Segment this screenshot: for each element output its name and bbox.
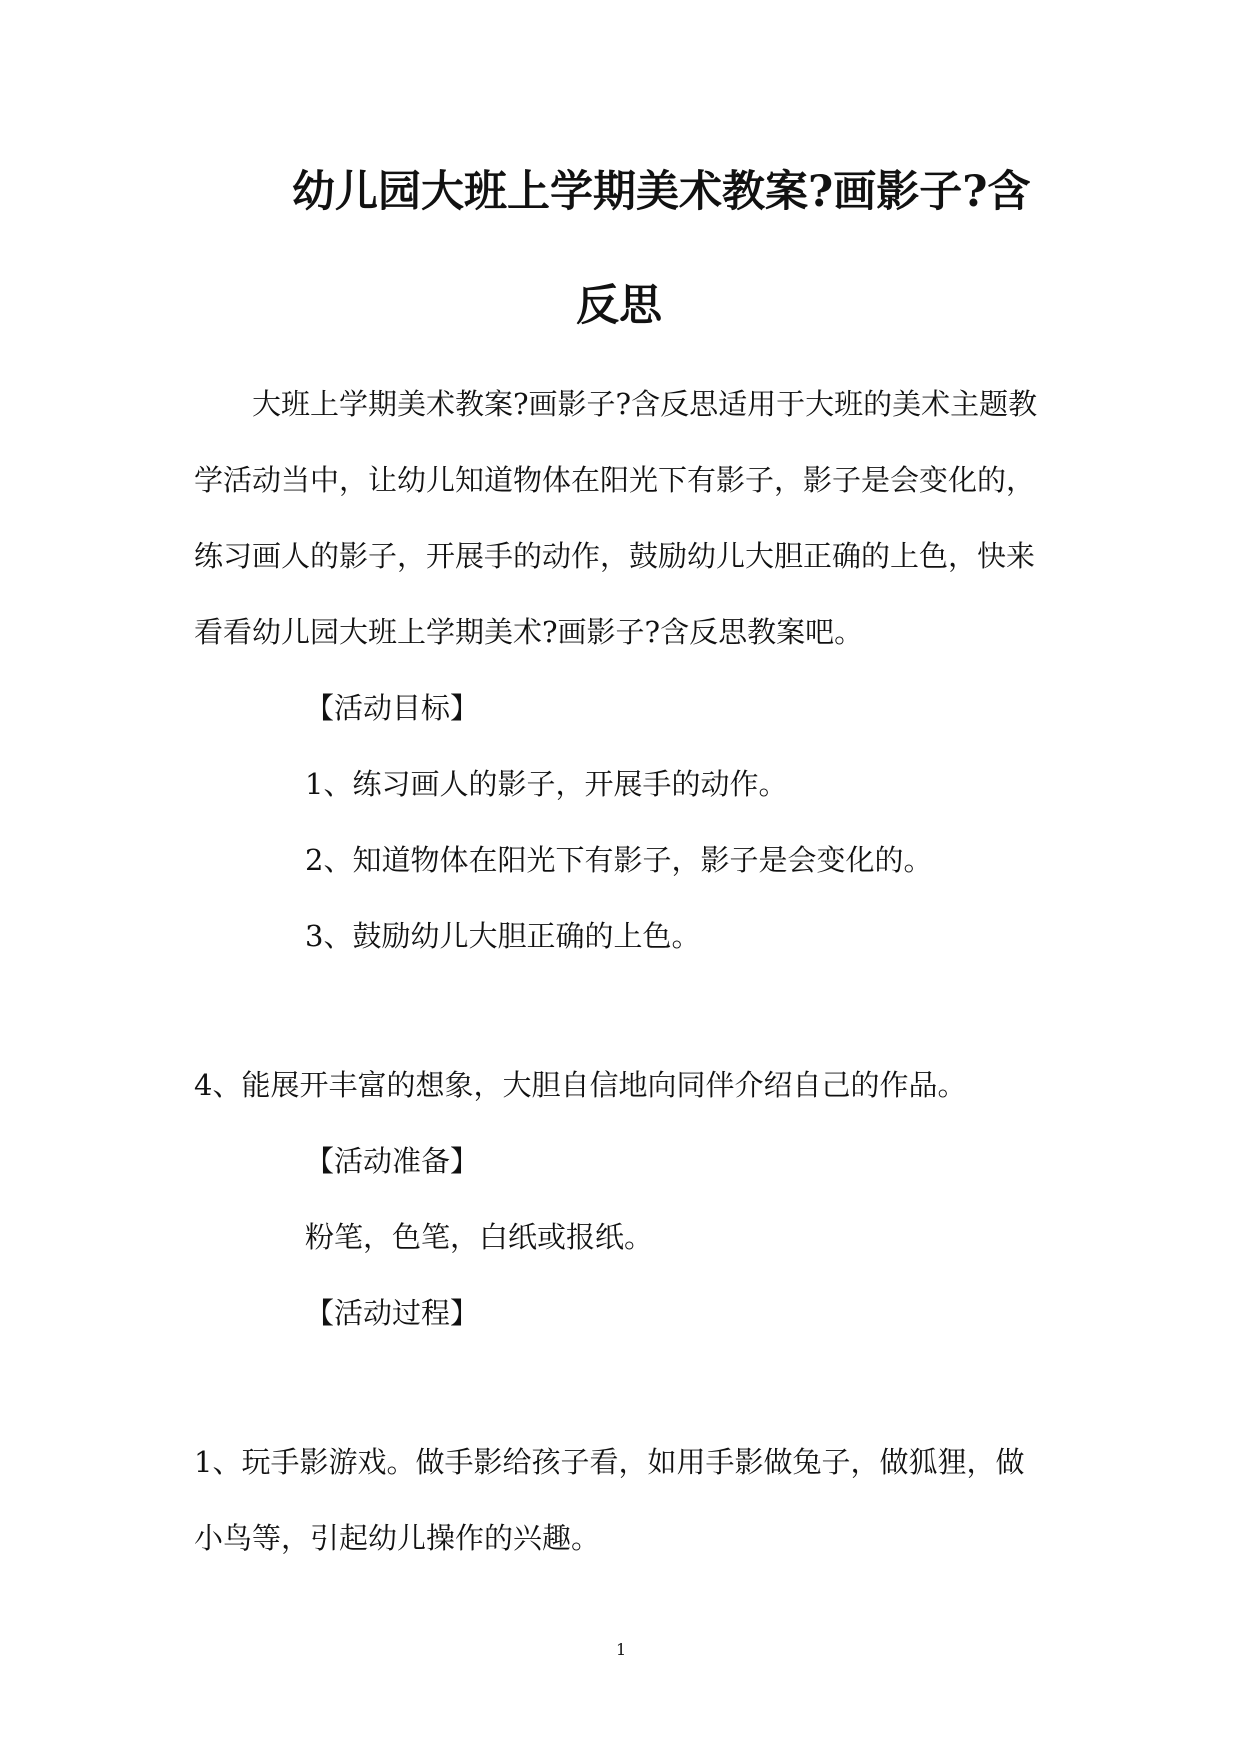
intro-line-2: 学活动当中，让幼儿知道物体在阳光下有影子，影子是会变化的， [194, 463, 1036, 497]
page-number: 1 [616, 1640, 627, 1659]
section-heading-process: 【活动过程】 [305, 1296, 480, 1330]
section-heading-goals: 【活动目标】 [305, 691, 480, 725]
intro-line-1: 大班上学期美术教案?画影子?含反思适用于大班的美术主题教 [194, 387, 1038, 421]
prep-text: 粉笔，色笔，白纸或报纸。 [305, 1220, 654, 1254]
section-heading-prep: 【活动准备】 [305, 1144, 480, 1178]
goal-item-3: 3、鼓励幼儿大胆正确的上色。 [305, 919, 701, 953]
intro-line-4: 看看幼儿园大班上学期美术?画影子?含反思教案吧。 [194, 615, 864, 649]
intro-line-3: 练习画人的影子，开展手的动作，鼓励幼儿大胆正确的上色，快来 [194, 539, 1036, 573]
goal-item-1: 1、练习画人的影子，开展手的动作。 [305, 767, 788, 801]
goal-item-2: 2、知道物体在阳光下有影子，影子是会变化的。 [305, 843, 933, 877]
document-title-line-2: 反思 [576, 281, 662, 331]
process-line-2: 小鸟等，引起幼儿操作的兴趣。 [194, 1521, 601, 1555]
process-line-1: 1、玩手影游戏。做手影给孩子看，如用手影做兔子，做狐狸，做 [194, 1445, 1025, 1479]
document-title-line-1: 幼儿园大班上学期美术教案?画影子?含 [292, 167, 1031, 217]
goal-item-4: 4、能展开丰富的想象，大胆自信地向同伴介绍自己的作品。 [194, 1068, 967, 1102]
